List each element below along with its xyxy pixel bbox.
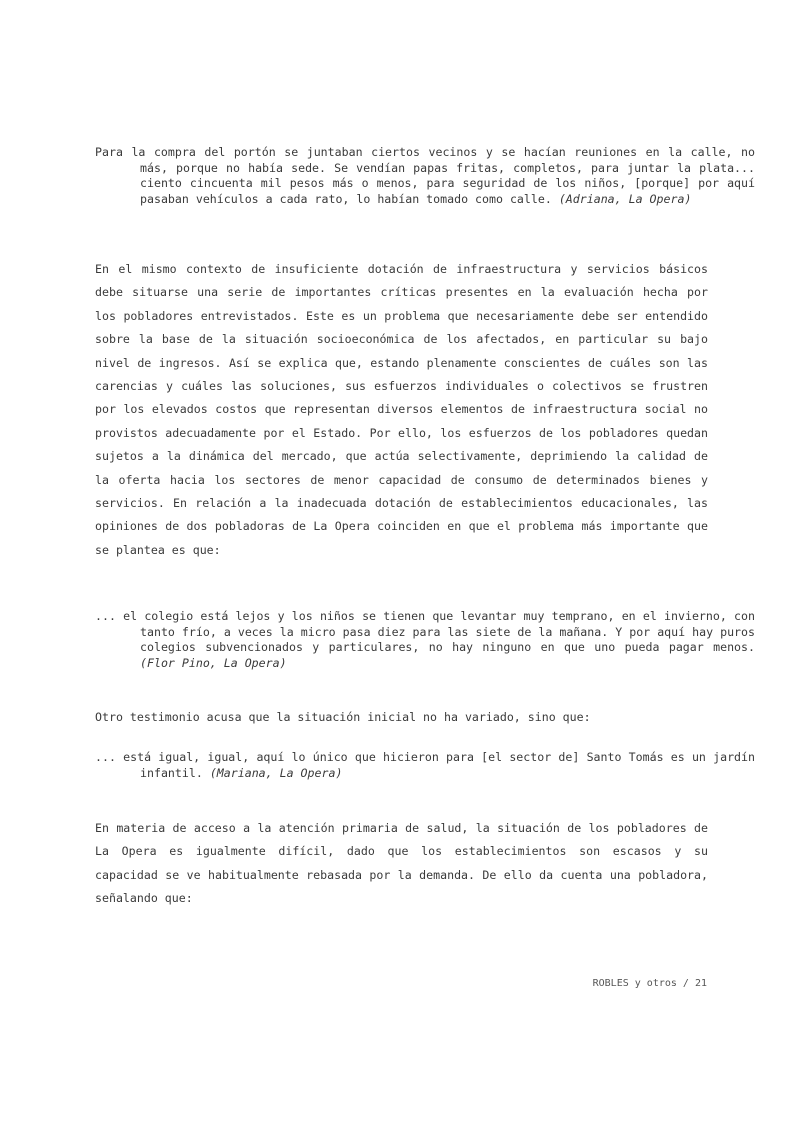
body-paragraph-testimonio: Otro testimonio acusa que la situación inicial no ha variado, sino que: xyxy=(95,710,591,724)
quote-citation: (Adriana, La Opera) xyxy=(558,191,692,206)
block-quote-adriana xyxy=(95,145,755,207)
block-quote-flor-pino xyxy=(95,609,755,671)
quote-citation: (Mariana, La Opera) xyxy=(209,765,343,780)
quote-text: Para la compra del portón se juntaban ciertos vecinos y se hacían reuniones en la calle, no más, porque no había sede. Se vendían papas fritas, completos, para juntar la plata... ciento cincuenta mil pesos más o menos, para seguridad de los niños, [porque] por aquí pasaban vehículos a cada rato, lo habían tomado como calle. xyxy=(95,145,755,206)
quote-text: ... está igual, igual, aquí lo único que hicieron para [el sector de] Santo Tomás es un jardín infantil. xyxy=(95,750,755,780)
quote-text: ... el colegio está lejos y los niños se tienen que levantar muy temprano, en el invierno, con tanto frío, a veces la micro pasa diez para las siete de la mañana. Y por aquí hay puros colegios subvencionados y particulares, no hay ninguno en que uno pueda pagar menos. xyxy=(95,609,755,655)
body-paragraph-infraestructura: En el mismo contexto de insuficiente dotación de infraestructura y servicios básicos debe situarse una serie de importantes críticas presentes en la evaluación hecha por los pobladores entrevistados. Este es un problema que necesariamente debe ser entendido sobre la base de la situación socioeconómica de los afectados, en particular su bajo nivel de ingresos. Así se explica que, estando plenamente conscientes de cuáles son las carencias y cuáles las soluciones, sus esfuerzos individuales o colectivos se frustren por los elevados costos que representan diversos elementos de infraestructura social no provistos adecuadamente por el Estado. Por ello, los esfuerzos de los pobladores quedan sujetos a la dinámica del mercado, que actúa selectivamente, deprimiendo la calidad de la oferta hacia los sectores de menor capacidad de consumo de determinados bienes y servicios. En relación a la inadecuada dotación de establecimientos educacionales, las opiniones de dos pobladoras de La Opera coinciden en que el problema más importante que se plantea es que: xyxy=(95,262,708,557)
quote-citation: (Flor Pino, La Opera) xyxy=(140,655,287,670)
block-quote-mariana xyxy=(95,750,755,781)
body-paragraph-salud: En materia de acceso a la atención primaria de salud, la situación de los pobladores de La Opera es igualmente difícil, dado que los establecimientos son escasos y su capacidad se ve habitualmente rebasada por la demanda. De ello da cuenta una pobladora, señalando que: xyxy=(95,821,708,906)
page-footer: ROBLES y otros / 21 xyxy=(592,978,707,989)
